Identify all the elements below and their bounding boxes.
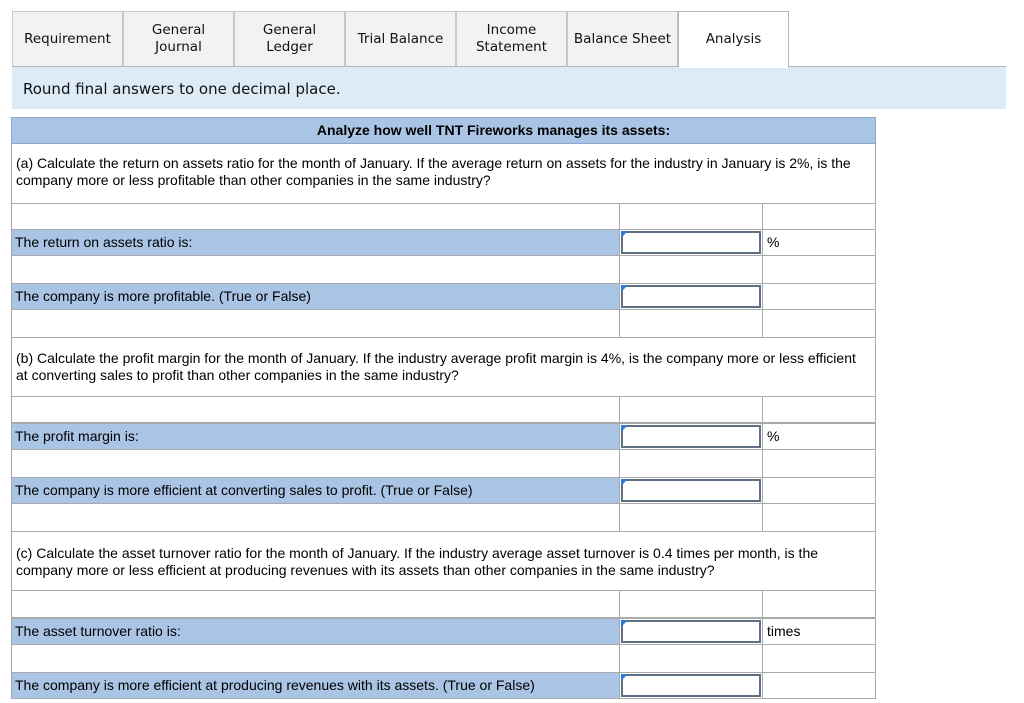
- table-header: Analyze how well TNT Fireworks manages its assets:: [11, 117, 876, 144]
- roa-row: [11, 229, 876, 256]
- profitable-label: The company is more profitable. (True or False): [12, 284, 619, 309]
- spacer-row: [11, 504, 876, 532]
- spacer-row: [11, 645, 876, 673]
- efficient-revenue-input[interactable]: [621, 674, 761, 697]
- roa-input[interactable]: [621, 231, 761, 254]
- spacer-row: [11, 310, 876, 338]
- tab-income-statement[interactable]: Income Statement: [456, 11, 567, 67]
- efficient-sales-row: [11, 477, 876, 504]
- efficient-revenue-row: [11, 672, 876, 699]
- tab-bar: [12, 11, 789, 67]
- efficient-revenue-label: The company is more efficient at producing revenues with its assets. (True or False): [12, 673, 619, 698]
- efficient-revenue-unit: [762, 673, 875, 698]
- asset-turnover-row: [11, 618, 876, 645]
- spacer-row: [11, 590, 876, 618]
- roa-unit: %: [762, 230, 875, 255]
- profit-margin-label: The profit margin is:: [12, 424, 619, 449]
- input-marker-icon: [621, 285, 628, 292]
- tab-balance-sheet[interactable]: Balance Sheet: [567, 11, 678, 67]
- instruction-banner: Round final answers to one decimal place.: [12, 67, 1006, 109]
- input-marker-icon: [621, 231, 628, 238]
- profitable-unit: [762, 284, 875, 309]
- input-marker-icon: [621, 425, 628, 432]
- asset-turnover-input[interactable]: [621, 620, 761, 643]
- tab-general-ledger[interactable]: General Ledger: [234, 11, 345, 67]
- question-a: (a) Calculate the return on assets ratio for the month of January. If the average return on assets for the industry in January is 2%, is the company more or less profitable than other companies in the same industry?: [11, 144, 876, 203]
- tab-analysis[interactable]: Analysis: [678, 11, 789, 68]
- tab-general-journal[interactable]: General Journal: [123, 11, 234, 67]
- profit-margin-unit: %: [762, 424, 875, 449]
- profit-margin-input[interactable]: [621, 425, 761, 448]
- question-c: (c) Calculate the asset turnover ratio for the month of January. If the industry average asset turnover is 0.4 times per month, is the company more or less efficient at producing revenues with its assets than other companies in the same industry?: [11, 531, 876, 590]
- efficient-sales-input[interactable]: [621, 479, 761, 502]
- input-marker-icon: [621, 479, 628, 486]
- profit-margin-row: [11, 423, 876, 450]
- input-marker-icon: [621, 674, 628, 681]
- tab-trial-balance[interactable]: Trial Balance: [345, 11, 456, 67]
- spacer-row: [11, 450, 876, 478]
- spacer-row: [11, 256, 876, 284]
- question-b: (b) Calculate the profit margin for the month of January. If the industry average profit margin is 4%, is the company more or less efficient at converting sales to profit than other companies in the same industry?: [11, 337, 876, 396]
- tab-requirement[interactable]: Requirement: [12, 11, 123, 67]
- spacer-row: [11, 203, 876, 230]
- asset-turnover-unit: times: [762, 619, 875, 644]
- input-marker-icon: [621, 620, 628, 627]
- profitable-row: [11, 283, 876, 310]
- asset-turnover-label: The asset turnover ratio is:: [12, 619, 619, 644]
- spacer-row: [11, 396, 876, 423]
- roa-label: The return on assets ratio is:: [12, 230, 619, 255]
- efficient-sales-unit: [762, 478, 875, 503]
- profitable-input[interactable]: [621, 285, 761, 308]
- efficient-sales-label: The company is more efficient at converting sales to profit. (True or False): [12, 478, 619, 503]
